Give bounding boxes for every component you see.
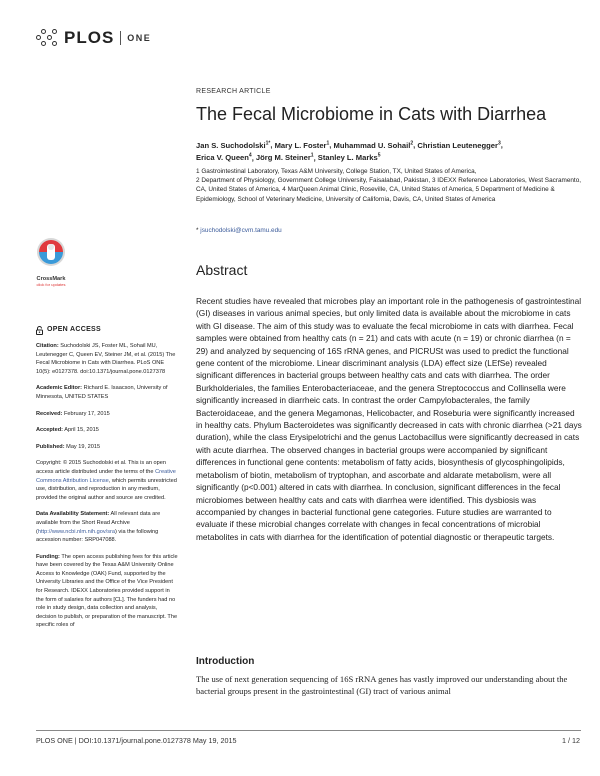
affiliations [196,167,586,204]
open-access-badge [36,326,178,335]
crossmark-button[interactable] [33,236,69,287]
author-list: Jan S. Suchodolski$^{1*}$, Mary L. Foster$^1$, Muhammad U. Sohail$^2$, Christian Leutenegger$^3$, Erica V. Queen$^4$, Jörg M. Steiner$^1$, Stanley L. Marks$^5$ [196,140,503,163]
citation-label: Citation: [36,343,59,349]
logo-text: PLOS [64,28,115,47]
affiliation: 2 Department of Physiology, Government College University, Faisalabad, Pakistan, 3 IDEXX Reference Laboratories, West Sacramento, CA, United States of America, 4 MarQueen Animal Clinic, Roseville, CA, United States of America, 5 Department of Medicine & Epidemiology, School of Veterinary Medicine, University of California, Davis, CA, United States of America [196,177,582,203]
received-block [36,410,178,419]
article-sidebar [36,326,178,638]
open-lock-icon [36,326,43,335]
logo-subtitle: ONE [127,33,152,43]
author[interactable]: Erica V. Queen$^4$ [196,152,252,163]
crossmark-icon [33,236,69,272]
received-label: Received: [36,410,63,417]
abstract-heading: Abstract [196,262,248,278]
corresponding-author [196,227,282,234]
data-availability-label: Data Availability Statement: [36,511,110,518]
introduction-heading: Introduction [196,656,255,667]
data-availability-text-end: ) via the following accession number: SRP047088. [36,528,159,544]
open-access-label: OPEN ACCESS [47,326,101,334]
corresponding-email-link[interactable]: jsuchodolski@cvm.tamu.edu [200,227,282,234]
sra-link[interactable]: http://www.ncbi.nlm.nih.gov/sra [37,528,115,535]
citation-block [36,342,178,376]
plos-dots-icon [36,28,60,48]
author[interactable]: Jan S. Suchodolski$^{1*}$ [196,140,271,150]
crossmark-sublabel: click for updates [36,282,66,287]
affiliation: 1 Gastrointestinal Laboratory, Texas A&M University, College Station, TX, United States of America, [196,168,477,175]
received-date: February 17, 2015 [64,410,110,417]
accepted-date: April 15, 2015 [64,427,99,434]
author[interactable]: Jörg M. Steiner$^1$ [255,152,314,163]
copyright-text: Copyright: © 2015 Suchodolski et al. This is an open access article distributed under the terms of the [36,460,166,475]
published-date: May 19, 2015 [66,443,101,450]
published-label: Published: [36,443,65,450]
logo-divider [120,31,121,45]
data-availability-block [36,510,178,544]
citation-text: Suchodolski JS, Foster ML, Sohail MU, Leutenegger C, Queen EV, Steiner JM, et al. (2015) The Fecal Microbiome in Cats with Diarrhea. PLoS ONE 10(5): e0127378. doi:10.1371/journal.pone.0127378 [36,343,176,375]
page-number: 1 / 12 [562,736,580,745]
plos-one-logo [36,28,151,48]
crossmark-label: CrossMark [36,276,66,282]
accepted-label: Accepted: [36,427,64,434]
footer-divider [36,730,581,731]
author[interactable]: Stanley L. Marks$^5$ [317,152,381,163]
author[interactable]: Christian Leutenegger$^3$ [417,140,501,150]
editor-block [36,384,178,401]
editor-label: Academic Editor: [36,385,83,392]
author[interactable]: Muhammad U. Sohail$^2$ [333,140,414,150]
accepted-block [36,426,178,435]
funding-label: Funding: [36,553,60,560]
article-type: RESEARCH ARTICLE [196,88,271,95]
corresponding-star: * [196,227,199,234]
author[interactable]: Mary L. Foster$^1$ [274,140,330,150]
copyright-text-end: , which permits unrestricted use, distribution, and reproduction in any medium, provided the original author and source are credited. [36,477,177,501]
article-title: The Fecal Microbiome in Cats with Diarrhea [196,104,547,124]
footer-citation: PLOS ONE | DOI:10.1371/journal.pone.0127378 May 19, 2015 [36,736,237,745]
funding-block [36,553,178,630]
data-availability-text: All relevant data are available from the Short Read Archive ( [36,511,161,535]
abstract-text: Recent studies have revealed that microbes play an important role in the pathogenesis of gastrointestinal (GI) diseases in various animal species, but only limited data is available about the microbiome in cats with GI disease. The aim of this study was to evaluate the fecal microbiome in cats with diarrhea. Fecal samples were obtained from healthy cats (n = 21) and cats with acute (n = 19) or chronic diarrhea (n = 29) and analyzed by sequencing of 16S rRNA genes, and PICRUSt was used to predict the functional gene content of the microbiome. Linear discriminant analysis (LDA) effect size (LEfSe) revealed significant differences in bacterial groups between healthy cats and cats with diarrhea. The order Burkholderiales, the families Enterobacteriaceae, and the genera Streptococcus and Collinsella were significantly increased in diarrheic cats. In contrast the order Campylobacterales, the family Bacteroidaceae, and the genera Megamonas, Helicobacter, and Roseburia were significantly increased in healthy cats. Phylum Bacteroidetes was significantly decreased in cats with chronic diarrhea (>21 days duration), while the class Erysipelotrichi and the genus Lactobacillus were significantly decreased in cats with acute diarrhea. The observed changes in bacterial groups were accompanied by significant differences in functional gene contents: metabolism of fatty acids, biosynthesis of glycosphingolipids, metabolism of biotin, metabolism of tryptophan, and ascorbate and aldarate metabolism, were all significantly (p<0.001) altered in cats with diarrhea. In conclusion, significant differences in the fecal microbiomes between healthy cats and cats with diarrhea were identified. This dysbiosis was accompanied by changes in bacterial functional gene categories. Future studies are warranted to evaluate if these microbial changes correlate with changes in fecal concentrations of microbial metabolites in cats with diarrhea for the identification of potential diagnostic or therapeutic targets. [196,296,582,542]
introduction-text: The use of next generation sequencing of 16S rRNA genes has vastly improved our understanding about the bacterial groups present in the gastrointestinal (GI) tract of various animal [196,674,568,696]
editor-text: Richard E. Isaacson, University of Minnesota, UNITED STATES [36,385,168,400]
license-link[interactable]: Creative Commons Attribution License [36,468,176,484]
published-block [36,443,178,452]
copyright-block [36,459,178,502]
funding-text: The open access publishing fees for this article have been covered by the Texas A&M University Online Access to Knowledge (OAK) Fund, supported by the University Libraries and the Office of the Vice President for Research. IDEXX Laboratories provided support in the form of salaries for authors [CL]. The funders had no role in study design, data collection and analysis, decision to publish, or preparation of the manuscript. The specific roles of [36,553,178,629]
